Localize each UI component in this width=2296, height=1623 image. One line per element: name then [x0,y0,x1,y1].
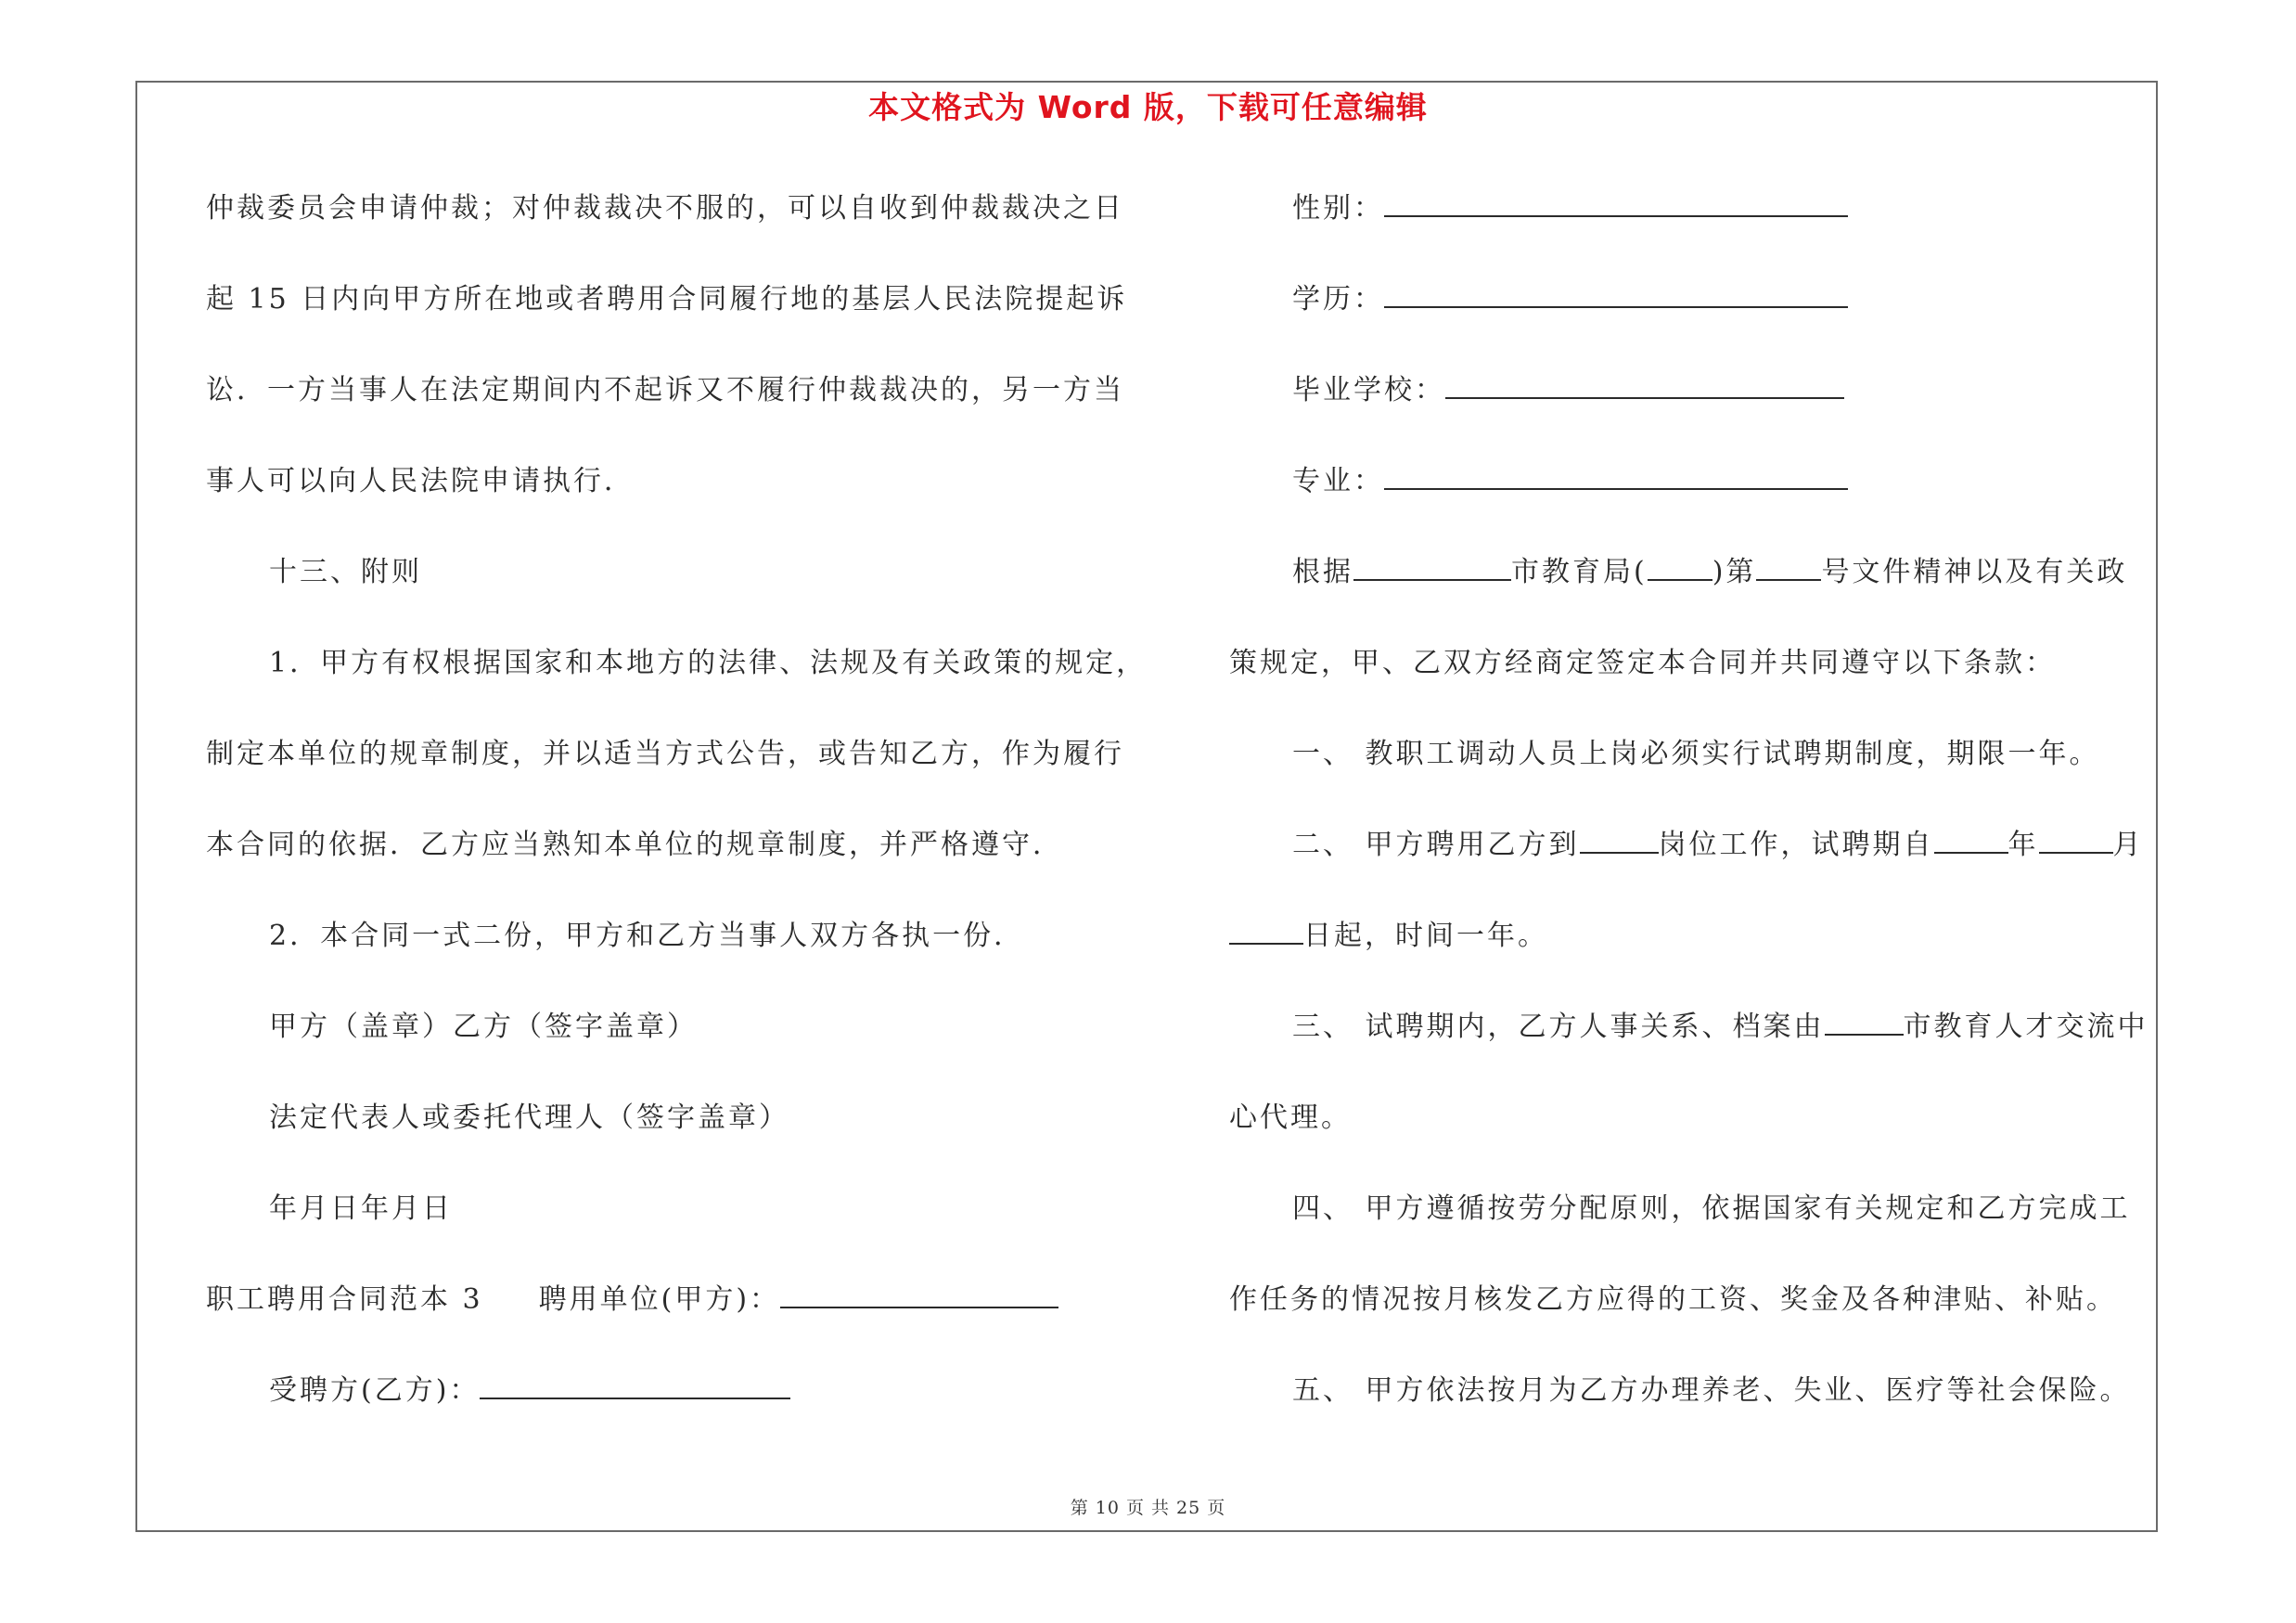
school-blank [1445,369,1844,399]
clause-4: 四、 甲方遵循按劳分配原则，依据国家有关规定和乙方完成工 [1292,1192,2131,1225]
school-label: 毕业学校： [1292,374,1445,406]
text-line: 制定本单位的规章制度，并以适当方式公告，或告知乙方，作为履行 [206,738,1124,770]
left-column [206,186,1152,1459]
education-label: 学历： [1292,283,1384,316]
major-label: 专业： [1292,465,1384,497]
clause-text: 岗位工作，试聘期自 [1658,829,1934,861]
preamble-text: 根据 [1292,556,1353,588]
education-blank [1384,278,1848,308]
education-field [1229,277,2157,367]
major-blank [1384,460,1848,490]
employee-line [206,1368,1152,1459]
employer-blank [780,1279,1058,1308]
year-blank [1934,824,2008,854]
year-blank [1648,551,1712,581]
employer-label: 聘用单位(甲方)： [538,1283,781,1316]
section-heading: 十三、附则 [269,556,422,588]
page-number: 第 10 页 共 25 页 [1070,1498,1226,1518]
text-line: 心代理。 [1229,1101,1352,1134]
format-banner: 本文格式为 Word 版，下载可任意编辑 [868,89,1428,125]
signature-line: 法定代表人或委托代理人（签字盖章） [269,1101,789,1134]
preamble-text: )第 [1712,556,1757,588]
clause-2-cont [1229,913,2157,1004]
school-field [1229,367,2157,458]
major-field [1229,458,2157,549]
right-column [1229,186,2157,1459]
text-line: 起 15 日内向甲方所在地或者聘用合同履行地的基层人民法院提起诉 [206,283,1128,316]
gender-label: 性别： [1292,192,1384,225]
signature-line: 甲方（盖章）乙方（签字盖章） [269,1011,698,1043]
text-line: 仲裁委员会申请仲裁；对仲裁裁决不服的，可以自收到仲裁裁决之日 [206,192,1124,225]
preamble-line [1229,549,2157,640]
date-line: 年月日年月日 [269,1192,453,1225]
clause-text: 年 [2007,829,2039,861]
clause-1: 一、 教职工调动人员上岗必须实行试聘期制度，期限一年。 [1292,738,2100,770]
doc-number-blank [1756,551,1821,581]
text-line: 本合同的依据．乙方应当熟知本单位的规章制度，并严格遵守． [206,829,1063,861]
clause-text: 三、 试聘期内，乙方人事关系、档案由 [1292,1011,1825,1043]
clause-text: 日起，时间一年。 [1303,920,1548,952]
position-blank [1580,824,1659,854]
text-line: 1．甲方有权根据国家和本地方的法律、法规及有关政策的规定， [269,647,1148,679]
city-blank [1353,551,1511,581]
text-line: 讼．一方当事人在法定期间内不起诉又不履行仲裁裁决的，另一方当 [206,374,1124,406]
text-line: 策规定，甲、乙双方经商定签定本合同并共同遵守以下条款： [1229,647,2056,679]
gender-field [1229,186,2157,277]
contract-title: 职工聘用合同范本 3 [206,1283,483,1316]
clause-5: 五、 甲方依法按月为乙方办理养老、失业、医疗等社会保险。 [1292,1374,2131,1407]
clause-text: 市教育人才交流中 [1903,1011,2148,1043]
preamble-text: 市教育局( [1511,556,1648,588]
clause-2 [1229,822,2157,913]
day-blank [1229,915,1303,945]
month-blank [2039,824,2113,854]
text-line: 作任务的情况按月核发乙方应得的工资、奖金及各种津贴、补贴。 [1229,1283,2117,1316]
clause-text: 二、 甲方聘用乙方到 [1292,829,1580,861]
gender-blank [1384,187,1848,217]
contract-title-line [206,1277,1152,1368]
city-blank [1825,1006,1904,1036]
text-line: 2．本合同一式二份，甲方和乙方当事人双方各执一份． [269,920,1025,952]
clause-3 [1229,1004,2157,1095]
preamble-text: 号文件精神以及有关政 [1821,556,2128,588]
clause-text: 月 [2112,829,2144,861]
text-line: 事人可以向人民法院申请执行． [206,465,635,497]
employee-label: 受聘方(乙方)： [269,1374,481,1407]
employee-blank [480,1370,790,1399]
